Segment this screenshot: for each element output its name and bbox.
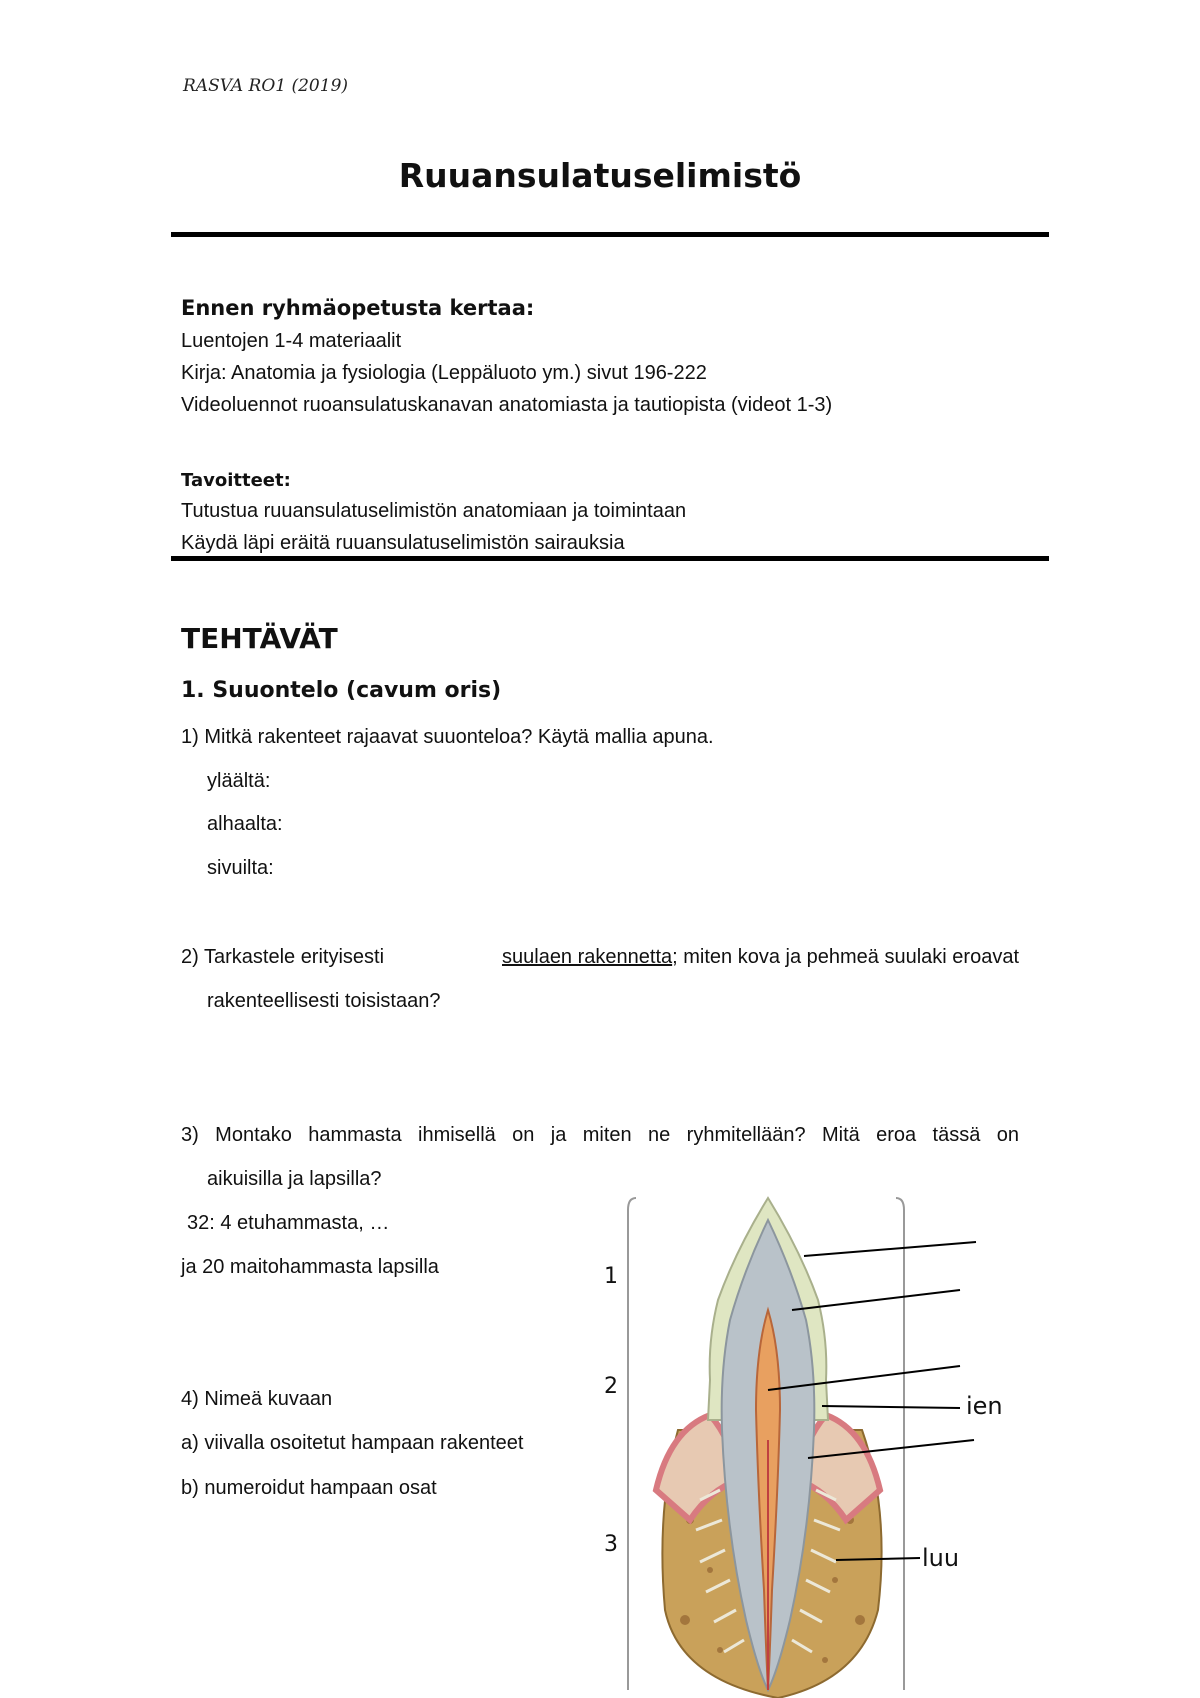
answer-adult-teeth[interactable]: 32: 4 etuhammasta, … [187,1212,390,1234]
goals-heading: Tavoitteet: [181,470,291,491]
tooth-diagram [560,1190,1020,1698]
title-divider [171,232,1049,237]
leader-line-enamel [804,1242,976,1256]
page-title: Ruuansulatuselimistö [398,156,802,195]
tooth-part-number-1: 1 [604,1264,618,1289]
tasks-heading: TEHTÄVÄT [181,622,338,655]
goals-divider [171,556,1049,561]
question-2 [181,946,1019,969]
document-header: RASVA RO1 (2019) [183,76,349,96]
question-4b: b) numeroidut hampaan osat [181,1477,437,1499]
tooth-part-number-2: 2 [604,1374,618,1399]
preparation-item: Videoluennot ruoansulatuskanavan anatomiasta ja tautiopista (videot 1-3) [181,394,833,416]
goal-item: Käydä läpi eräitä ruuansulatuselimistön sairauksia [181,532,625,554]
question-2-line2: rakenteellisesti toisistaan? [207,990,441,1012]
label-bone: luu [922,1544,960,1572]
question-1: 1) Mitkä rakenteet rajaavat suuonteloa? Käytä mallia apuna. [181,726,714,748]
question-1-sub: yläältä: [207,770,271,792]
question-2-rest [502,946,1019,969]
right-bracket [896,1198,904,1690]
section-heading-mouth: 1. Suuontelo (cavum oris) [181,678,502,703]
leader-line-gum [822,1406,960,1408]
answer-child-teeth[interactable]: ja 20 maitohammasta lapsilla [181,1256,439,1278]
question-3-line2: aikuisilla ja lapsilla? [207,1168,382,1190]
preparation-heading: Ennen ryhmäopetusta kertaa: [181,296,535,320]
question-2-suffix: ; miten kova ja pehmeä suulaki eroavat [672,946,1019,968]
goal-item: Tutustua ruuansulatuselimistön anatomiaan ja toimintaan [181,500,687,522]
palate-link[interactable]: suulaen rakennetta [502,946,673,968]
left-bracket [628,1198,636,1690]
question-1-sub: sivuilta: [207,857,274,879]
label-gum: ien [966,1392,1003,1420]
question-3: 3) Montako hammasta ihmisellä on ja miten ne ryhmitellään? Mitä eroa tässä on [181,1124,1019,1146]
question-1-sub: alhaalta: [207,813,283,835]
question-4: 4) Nimeä kuvaan [181,1388,333,1410]
tooth-part-number-3: 3 [604,1532,618,1557]
question-4a: a) viivalla osoitetut hampaan rakenteet [181,1432,524,1454]
question-2-prefix: 2) Tarkastele erityisesti [181,946,385,968]
preparation-item: Kirja: Anatomia ja fysiologia (Leppäluoto ym.) sivut 196-222 [181,362,707,384]
preparation-item: Luentojen 1-4 materiaalit [181,330,402,352]
